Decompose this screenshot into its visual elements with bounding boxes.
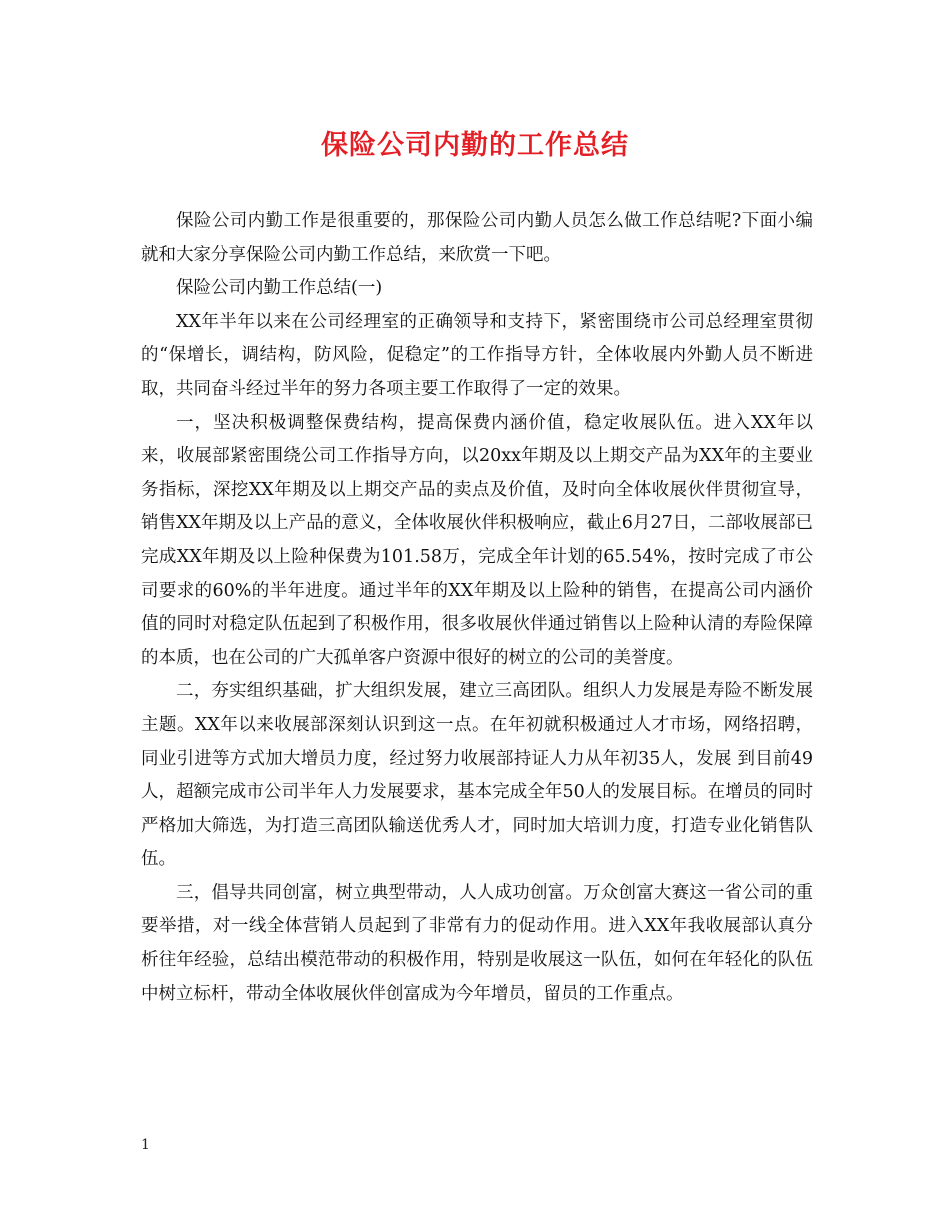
paragraph-point-three: 三，倡导共同创富，树立典型带动，人人成功创富。万众创富大赛这一省公司的重要举措，对一线全体营销人员起到了非常有力的促动作用。进入XX年我收展部认真分析往年经验，总结出模范带动的积极作用，特别是收展这一队伍，如何在年轻化的队伍中树立标杆，带动全体收展伙伴创富成为今年增员，留员的工作重点。 (141, 882, 813, 1004)
page-number: 1 (141, 1137, 150, 1153)
document-body (141, 205, 813, 1011)
paragraph-overview: XX年半年以来在公司经理室的正确领导和支持下，紧密围绕市公司总经理室贯彻的“保增长，调结构，防风险，促稳定”的工作指导方针，全体收展内外勤人员不断进取，共同奋斗经过半年的努力各项主要工作取得了一定的效果。 (141, 311, 813, 399)
paragraph-point-two: 二，夯实组织基础，扩大组织发展，建立三高团队。组织人力发展是寿险不断发展主题。XX年以来收展部深刻认识到这一点。在年初就积极通过人才市场，网络招聘，同业引进等方式加大增员力度，经过努力收展部持证人力从年初35人，发展 到目前49人，超额完成市公司半年人力发展要求，基本完成全年50人的发展目标。在增员的同时严格加大筛选，为打造三高团队输送优秀人才，同时加大培训力度，打造专业化销售队伍。 (141, 681, 813, 870)
document-title: 保险公司内勤的工作总结 (321, 130, 629, 161)
paragraph-intro: 保险公司内勤工作是很重要的，那保险公司内勤人员怎么做工作总结呢?下面小编就和大家分享保险公司内勤工作总结，来欣赏一下吧。 (141, 211, 813, 265)
section-heading: 保险公司内勤工作总结(一) (176, 278, 383, 299)
paragraph-point-one: 一，坚决积极调整保费结构，提高保费内涵价值，稳定收展队伍。进入XX年以来，收展部紧密围绕公司工作指导方向，以20xx年期及以上期交产品为XX年的主要业务指标，深挖XX年期及以上期交产品的卖点及价值，及时向全体收展伙伴贯彻宣导，销售XX年期及以上产品的意义，全体收展伙伴积极响应，截止6月27日，二部收展部已完成XX年期及以上险种保费为101.58万，完成全年计划的65.54%，按时完成了市公司要求的60%的半年进度。通过半年的XX年期及以上险种的销售，在提高公司内涵价值的同时对稳定队伍起到了积极作用，很多收展伙伴通过销售以上险种认清的寿险保障的本质，也在公司的广大孤单客户资源中很好的树立的公司的美誉度。 (141, 412, 813, 668)
